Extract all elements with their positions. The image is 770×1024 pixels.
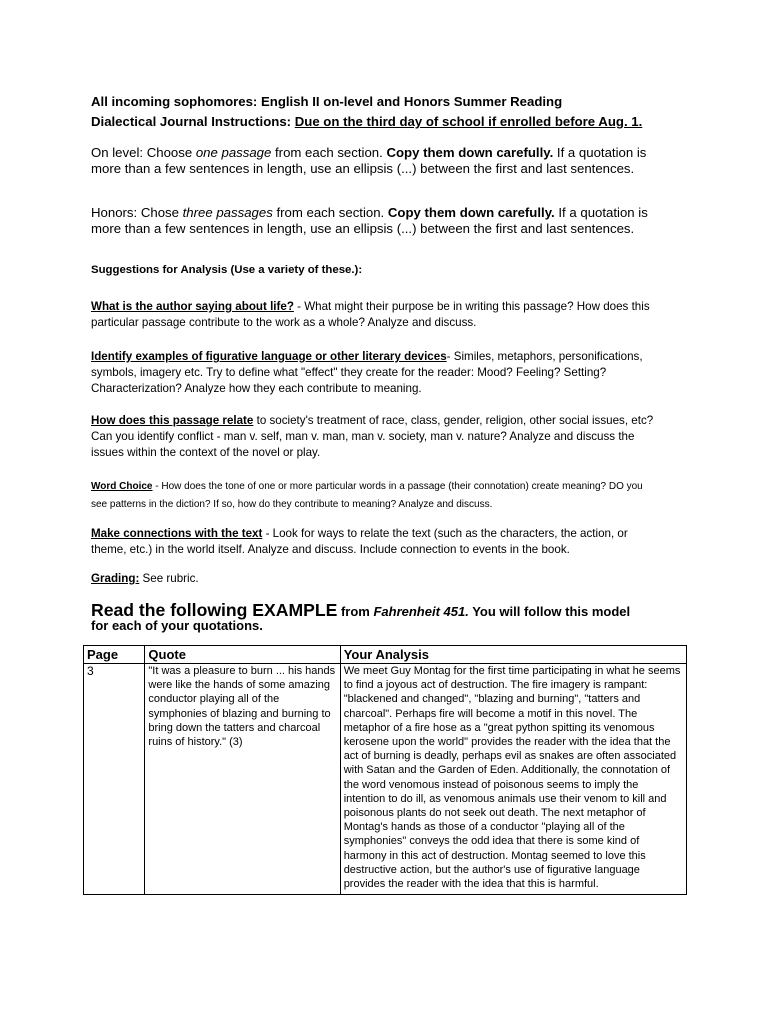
example-book-title: Fahrenheit 451.: [373, 604, 469, 619]
onlevel-text-b: from each section.: [271, 145, 387, 160]
section-figurative: [91, 349, 657, 397]
suggestions-title: Suggestions for Analysis (Use a variety of these.):: [91, 264, 363, 276]
onlevel-bold: Copy them down carefully.: [386, 145, 554, 160]
section-word-choice-text: - How does the tone of one or more particular words in a passage (their connotation) create meaning? DO you see patterns in the diction? If so, how do they contribute to meaning? Analyze and discuss.: [91, 481, 643, 510]
section-relate-text: to society's treatment of race, class, gender, religion, other social issues, etc? Can you identify conflict - man v. self, man v. man, man v. society, man v. nature? Analyze and discuss the issues within the context of the novel or play.: [91, 414, 654, 459]
section-author-lead: What is the author saying about life?: [91, 300, 294, 313]
section-grading-lead: Grading:: [91, 572, 140, 585]
honors-text-c: If a quotation is more than a few sentences in length, use an ellipsis (...) between the first and last sentences.: [91, 205, 648, 236]
section-connections-lead: Make connections with the text: [91, 527, 263, 540]
section-relate-lead: How does this passage relate: [91, 414, 254, 427]
section-connections-text: - Look for ways to relate the text (such as the characters, the action, or theme, etc.) in the world itself. Analyze and discuss. Include connection to events in the book.: [91, 527, 628, 556]
honors-text-a: Honors: Chose: [91, 205, 183, 220]
section-connections: [91, 526, 657, 558]
honors-text-b: from each section.: [272, 205, 388, 220]
title-line-2: [91, 114, 642, 129]
onlevel-italic: one passage: [195, 145, 272, 160]
header-analysis: Your Analysis: [340, 646, 686, 664]
example-title-big: Read the following EXAMPLE: [91, 600, 338, 620]
cell-quote: "It was a pleasure to burn ... his hands were like the hands of some amazing conductor playing all of the symphonies of blazing and burning to bring down the tatters and charcoal ruins of history." (3): [145, 664, 340, 895]
section-figurative-lead: Identify examples of figurative language or other literary devices: [91, 350, 447, 363]
section-figurative-text: - Similes, metaphors, personifications, symbols, imagery etc. Try to define what "effect" they create for the reader: Mood? Feeling? Setting? Characterization? Analyze how they each contribute to meaning.: [91, 350, 643, 395]
section-relate: [91, 413, 657, 461]
honors-bold: Copy them down carefully.: [387, 205, 555, 220]
cell-page: 3: [84, 664, 145, 895]
honors-instructions: [91, 205, 651, 236]
cell-analysis: We meet Guy Montag for the first time participating in what he seems to find a joyous act of destruction. The fire imagery is rampant: "blackened and changed", "blazing and burning", "tatters and charcoal". Perhaps fire will become a motif in this novel. The metaphor of a fire hose as a "great python spitting its venomous kerosene upon the world" provides the reader with the idea that the act of burning is deadly, perhaps evil as snakes are often associated with Satan and the Garden of Eden. Additionally, the connotation of the word venomous instead of poisonous seems to imply the intention to do ill, as venomous animals use their venom to kill and poisonous plants do not seek out death. The next metaphor of Montag's hands as those of a conductor "playing all of the symphonies" conveys the odd idea that there is some kind of harmony in this act of destruction. Montag seemed to love this destructive action, but the author's use of figurative language provides the reader with the idea that this is harmful.: [340, 664, 686, 895]
section-word-choice: [91, 478, 657, 514]
table-row: [84, 664, 687, 895]
section-author-text: - What might their purpose be in writing this passage? How does this particular passage contribute to the work as a whole? Analyze and discuss.: [91, 300, 650, 329]
title-line-1: All incoming sophomores: English II on-level and Honors Summer Reading: [91, 94, 563, 109]
header-page: Page: [84, 646, 145, 664]
onlevel-text-c: If a quotation is more than a few sentences in length, use an ellipsis (...) between the first and last sentences.: [91, 145, 647, 176]
example-table: [83, 645, 687, 895]
header-quote: Quote: [145, 646, 340, 664]
example-subtitle: for each of your quotations.: [91, 618, 263, 633]
title-prefix: Dialectical Journal Instructions:: [91, 114, 295, 129]
due-date: Due on the third day of school if enrolled before Aug. 1.: [294, 114, 643, 129]
onlevel-text-a: On level: Choose: [91, 145, 196, 160]
section-author: [91, 299, 657, 331]
section-word-choice-lead: Word Choice: [91, 481, 153, 492]
section-grading-text: See rubric.: [139, 572, 199, 585]
table-header-row: [84, 646, 687, 664]
section-grading: [91, 571, 657, 587]
onlevel-instructions: [91, 145, 651, 176]
example-from: from: [337, 604, 374, 619]
honors-italic: three passages: [182, 205, 273, 220]
example-rest: You will follow this model: [468, 604, 631, 619]
